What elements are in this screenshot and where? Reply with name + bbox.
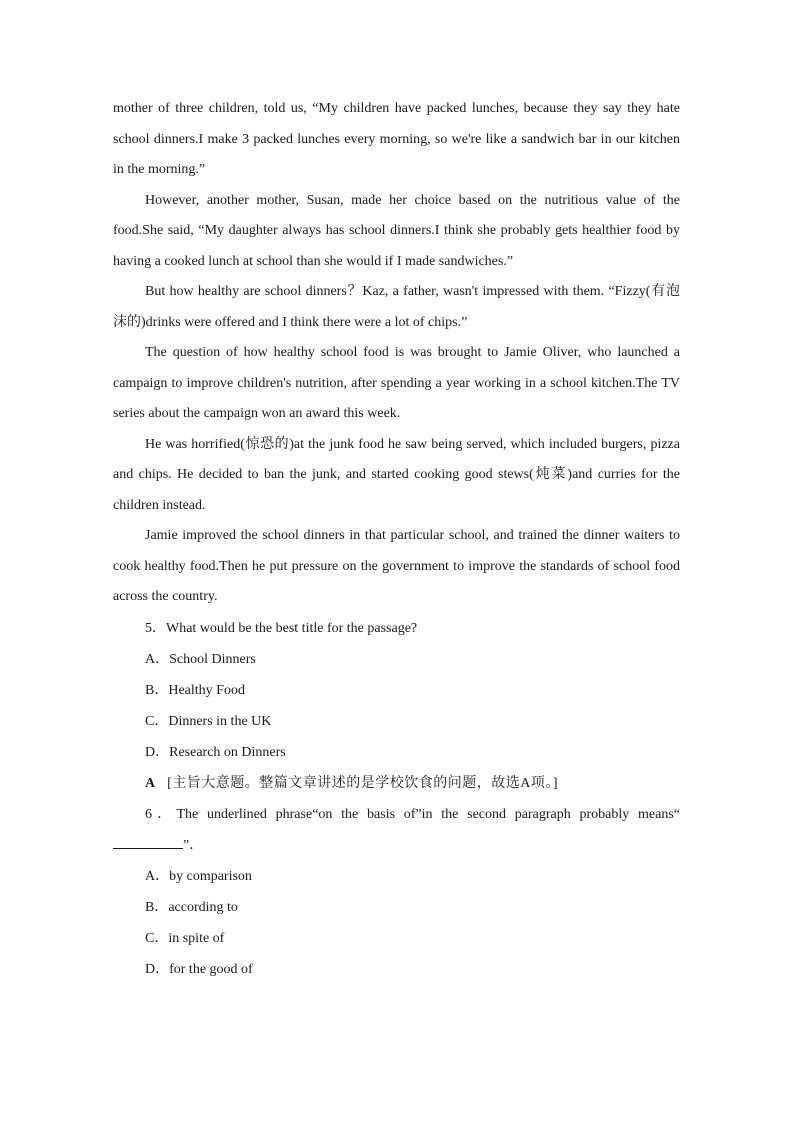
passage-paragraph-2: However, another mother, Susan, made her choice based on the nutritious value of the food.She said, “My daughter always has school dinners.I think she probably gets healthier food by having a cooked lunch at school than she would if I made sandwiches.” (113, 192, 680, 269)
answer-explanation: [主旨大意题。整篇文章讲述的是学校饮食的问题，故选A项。] (167, 775, 559, 791)
passage-paragraph-3: But how healthy are school dinners？Kaz, a father, wasn't impressed with them. “Fizzy(有泡沫的)drinks were offered and I think there were a lot of chips.” (113, 284, 680, 330)
answer-blank (113, 836, 183, 849)
question-6-option-d: D．for the good of (145, 961, 253, 977)
question-6-option-c: C．in spite of (145, 930, 225, 946)
question-6-stem-end: ”． (183, 837, 204, 853)
question-6-stem-start: 6．The underlined phrase“on the basis of”in the second paragraph probably means“ (145, 806, 680, 822)
question-5-option-a: A．School Dinners (145, 651, 256, 667)
question-6-option-b: B．according to (145, 899, 238, 915)
question-5-option-d: D．Research on Dinners (145, 744, 286, 760)
passage-paragraph-6: Jamie improved the school dinners in that particular school, and trained the dinner waiters to cook healthy food.Then he put pressure on the government to improve the standards of school food across the country. (113, 528, 680, 604)
answer-key: A (145, 775, 156, 791)
question-5-option-b: B．Healthy Food (145, 682, 245, 698)
passage-paragraph-4: The question of how healthy school food is was brought to Jamie Oliver, who launched a campaign to improve children's nutrition, after spending a year working in a school kitchen.The TV series about the campaign won an award this week. (113, 345, 680, 421)
question-6-option-a: A．by comparison (145, 868, 252, 884)
question-5-option-c: C．Dinners in the UK (145, 713, 272, 729)
question-5-answer (113, 768, 680, 799)
passage-paragraph-1: mother of three children, told us, “My children have packed lunches, because they say they hate school dinners.I make 3 packed lunches every morning, so we're like a sandwich bar in our kitchen in the morning.” (113, 101, 680, 177)
passage-paragraph-5: He was horrified(惊恐的)at the junk food he saw being served, which included burgers, pizza and chips. He decided to ban the junk, and started cooking good stews(炖菜)and curries for the children instead. (113, 436, 680, 513)
question-5-stem: 5．What would be the best title for the passage? (145, 620, 418, 636)
question-6-stem (113, 799, 680, 861)
